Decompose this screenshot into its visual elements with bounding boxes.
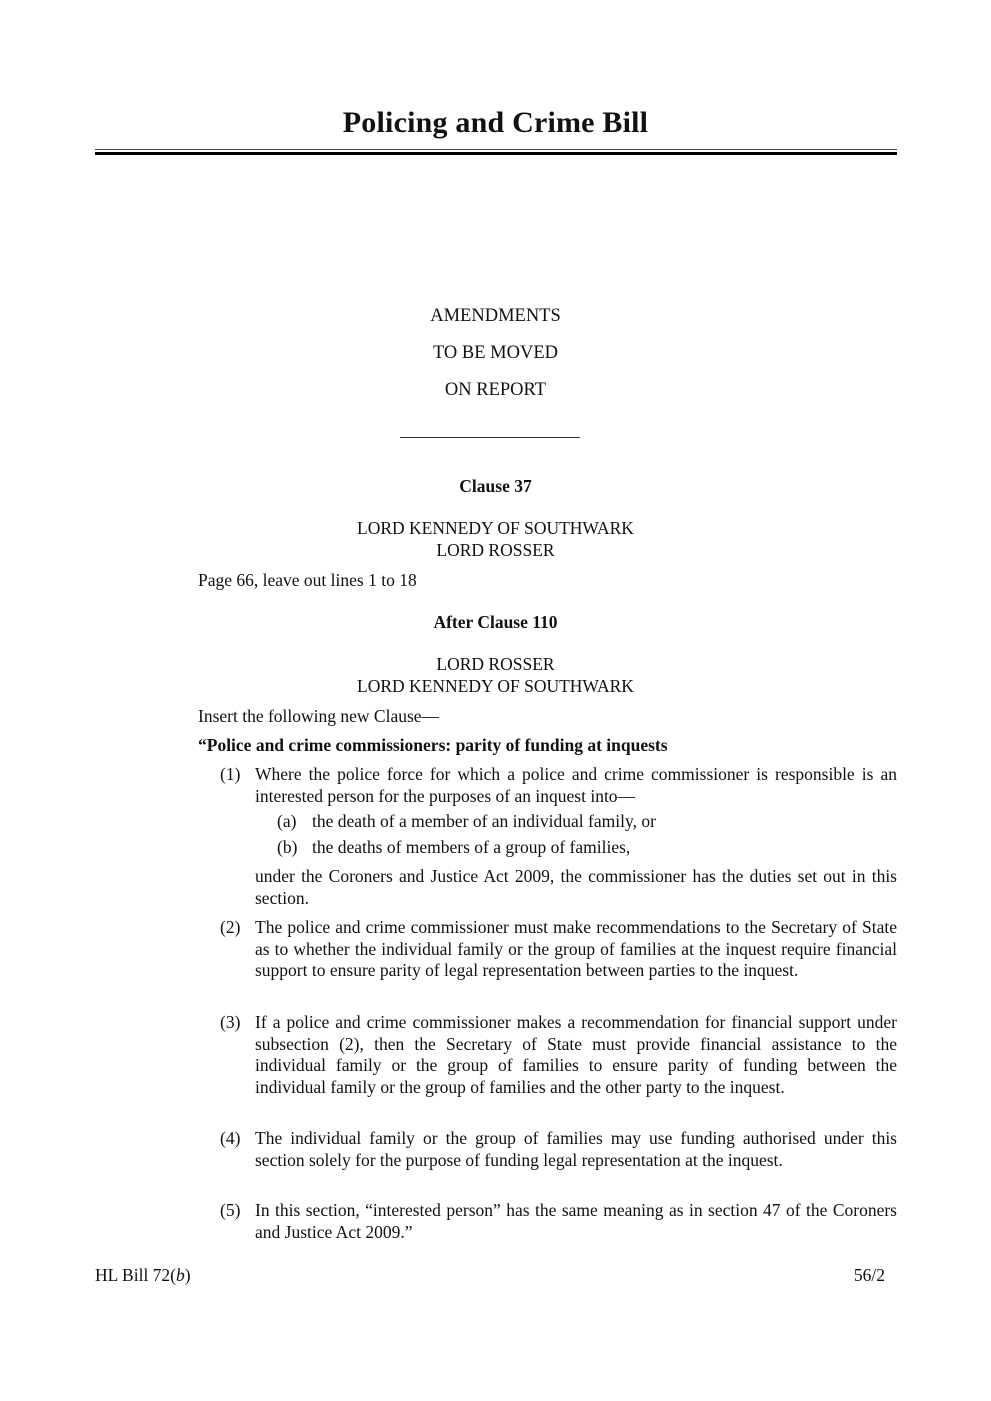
subsection-continuation: under the Coroners and Justice Act 2009, the commissioner has the duties set out in this section. bbox=[255, 866, 897, 908]
subsection-2 bbox=[220, 917, 897, 982]
subsection-text: The individual family or the group of families may use funding authorised under this section solely for the purpose of funding legal representation at the inquest. bbox=[255, 1128, 897, 1170]
subsection-5 bbox=[220, 1200, 897, 1243]
subsection-number: (5) bbox=[220, 1200, 241, 1220]
subsection-number: (3) bbox=[220, 1012, 241, 1032]
amendment-heading: Clause 37 bbox=[459, 476, 532, 496]
subsection-text: If a police and crime commissioner makes a recommendation for financial support under subsection (2), then the Secretary of State must provide financial assistance to the individual family or the group of families to ensure parity of funding between the individual family or the group of families and the other party to the inquest. bbox=[255, 1012, 897, 1097]
bill-number bbox=[95, 1265, 191, 1286]
amendment-heading: After Clause 110 bbox=[433, 612, 558, 632]
paragraph-a bbox=[277, 811, 897, 833]
subsection-1 bbox=[220, 764, 897, 807]
amendment-intro: Insert the following new Clause— bbox=[198, 706, 440, 726]
cover-line-1: AMENDMENTS bbox=[430, 306, 561, 326]
title-rule-thin bbox=[95, 149, 897, 150]
sponsor-name: LORD ROSSER bbox=[436, 654, 555, 674]
paragraph-text: the death of a member of an individual family, or bbox=[312, 811, 656, 831]
cover-line-2: TO BE MOVED bbox=[432, 343, 559, 363]
subsection-number: (1) bbox=[220, 764, 241, 784]
sponsor-name: LORD KENNEDY OF SOUTHWARK bbox=[357, 518, 634, 538]
bill-number-prefix: HL Bill 72( bbox=[95, 1265, 177, 1285]
subsection-number: (4) bbox=[220, 1128, 241, 1148]
paragraph-b bbox=[277, 837, 897, 859]
document-title: Policing and Crime Bill bbox=[342, 106, 649, 139]
paragraph-text: the deaths of members of a group of families, bbox=[312, 837, 631, 857]
subsection-text: In this section, “interested person” has the same meaning as in section 47 of the Coroners and Justice Act 2009.” bbox=[255, 1200, 897, 1242]
subsection-text: The police and crime commissioner must make recommendations to the Secretary of State as to whether the individual family or the group of families at the inquest require financial support to ensure parity of legal representation between parties to the inquest. bbox=[255, 917, 897, 980]
page-reference: 56/2 bbox=[853, 1265, 885, 1285]
divider-rule bbox=[400, 437, 580, 438]
paragraph-number: (a) bbox=[277, 811, 297, 831]
sponsor-name: LORD KENNEDY OF SOUTHWARK bbox=[357, 676, 634, 696]
amendment-text: Page 66, leave out lines 1 to 18 bbox=[198, 570, 417, 590]
bill-number-suffix: ) bbox=[184, 1265, 191, 1285]
subsection-4 bbox=[220, 1128, 897, 1171]
new-clause-title: “Police and crime commissioners: parity of funding at inquests bbox=[198, 735, 668, 755]
subsection-number: (2) bbox=[220, 917, 241, 937]
title-rule-thick bbox=[95, 152, 897, 155]
sponsor-name: LORD ROSSER bbox=[436, 540, 555, 560]
subsection-3 bbox=[220, 1012, 897, 1098]
paragraph-number: (b) bbox=[277, 837, 298, 857]
bill-number-letter: b bbox=[176, 1265, 185, 1285]
cover-line-3: ON REPORT bbox=[444, 380, 547, 400]
subsection-text: Where the police force for which a police and crime commissioner is responsible is an interested person for the purposes of an inquest into— bbox=[255, 764, 897, 806]
